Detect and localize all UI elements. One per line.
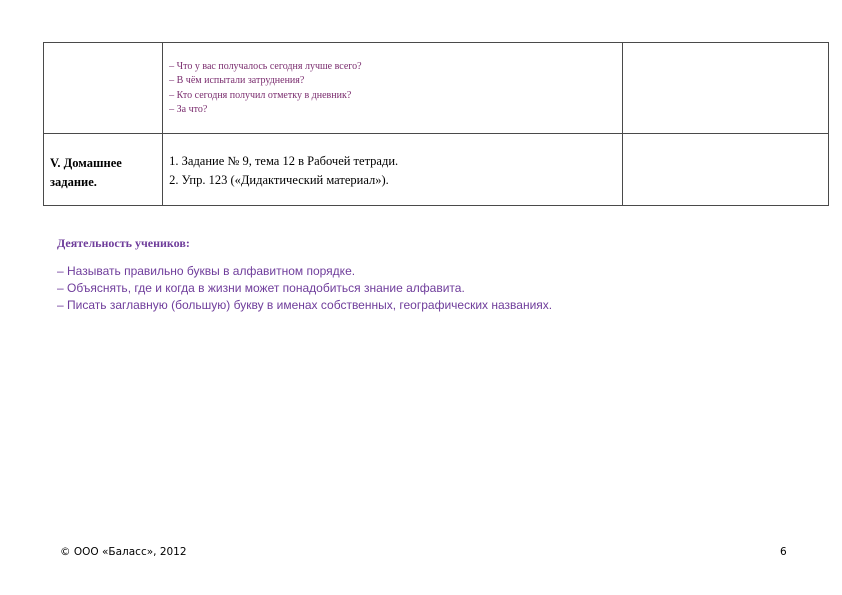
- table-row: [44, 43, 829, 134]
- question-item: – Кто сегодня получил отметку в дневник?: [169, 89, 352, 101]
- activities-heading: Деятельность учеников:: [57, 236, 190, 250]
- table-cell-notes-empty: [622, 43, 828, 134]
- page-number: 6: [780, 546, 787, 558]
- stage-title-line: V. Домашнее: [50, 156, 122, 170]
- homework-list: [163, 134, 622, 190]
- table-cell-stage-empty: [44, 43, 163, 134]
- question-item: – За что?: [169, 103, 208, 115]
- lesson-table: [43, 42, 829, 206]
- table-cell-notes-empty: [622, 134, 828, 206]
- table-row: [44, 134, 829, 206]
- activity-item: – Называть правильно буквы в алфавитном порядке.: [57, 264, 356, 278]
- activity-item: – Писать заглавную (большую) букву в именах собственных, географических названиях.: [57, 298, 553, 312]
- activity-item: – Объяснять, где и когда в жизни может понадобиться знание алфавита.: [57, 281, 465, 295]
- stage-title-line: задание.: [50, 175, 97, 189]
- question-item: – Что у вас получалось сегодня лучше всего?: [169, 61, 362, 72]
- table-cell-homework: [163, 134, 623, 206]
- question-item: – В чём испытали затруднения?: [169, 75, 305, 87]
- table-cell-questions: [163, 43, 623, 134]
- stage-title: [44, 134, 162, 192]
- footer-copyright: © ООО «Баласс», 2012: [60, 546, 187, 558]
- homework-item: 2. Упр. 123 («Дидактический материал»).: [169, 173, 389, 187]
- table-cell-stage: [44, 134, 163, 206]
- reflection-questions: [163, 43, 622, 117]
- homework-item: 1. Задание № 9, тема 12 в Рабочей тетради.: [169, 154, 399, 168]
- student-activities: [57, 236, 797, 314]
